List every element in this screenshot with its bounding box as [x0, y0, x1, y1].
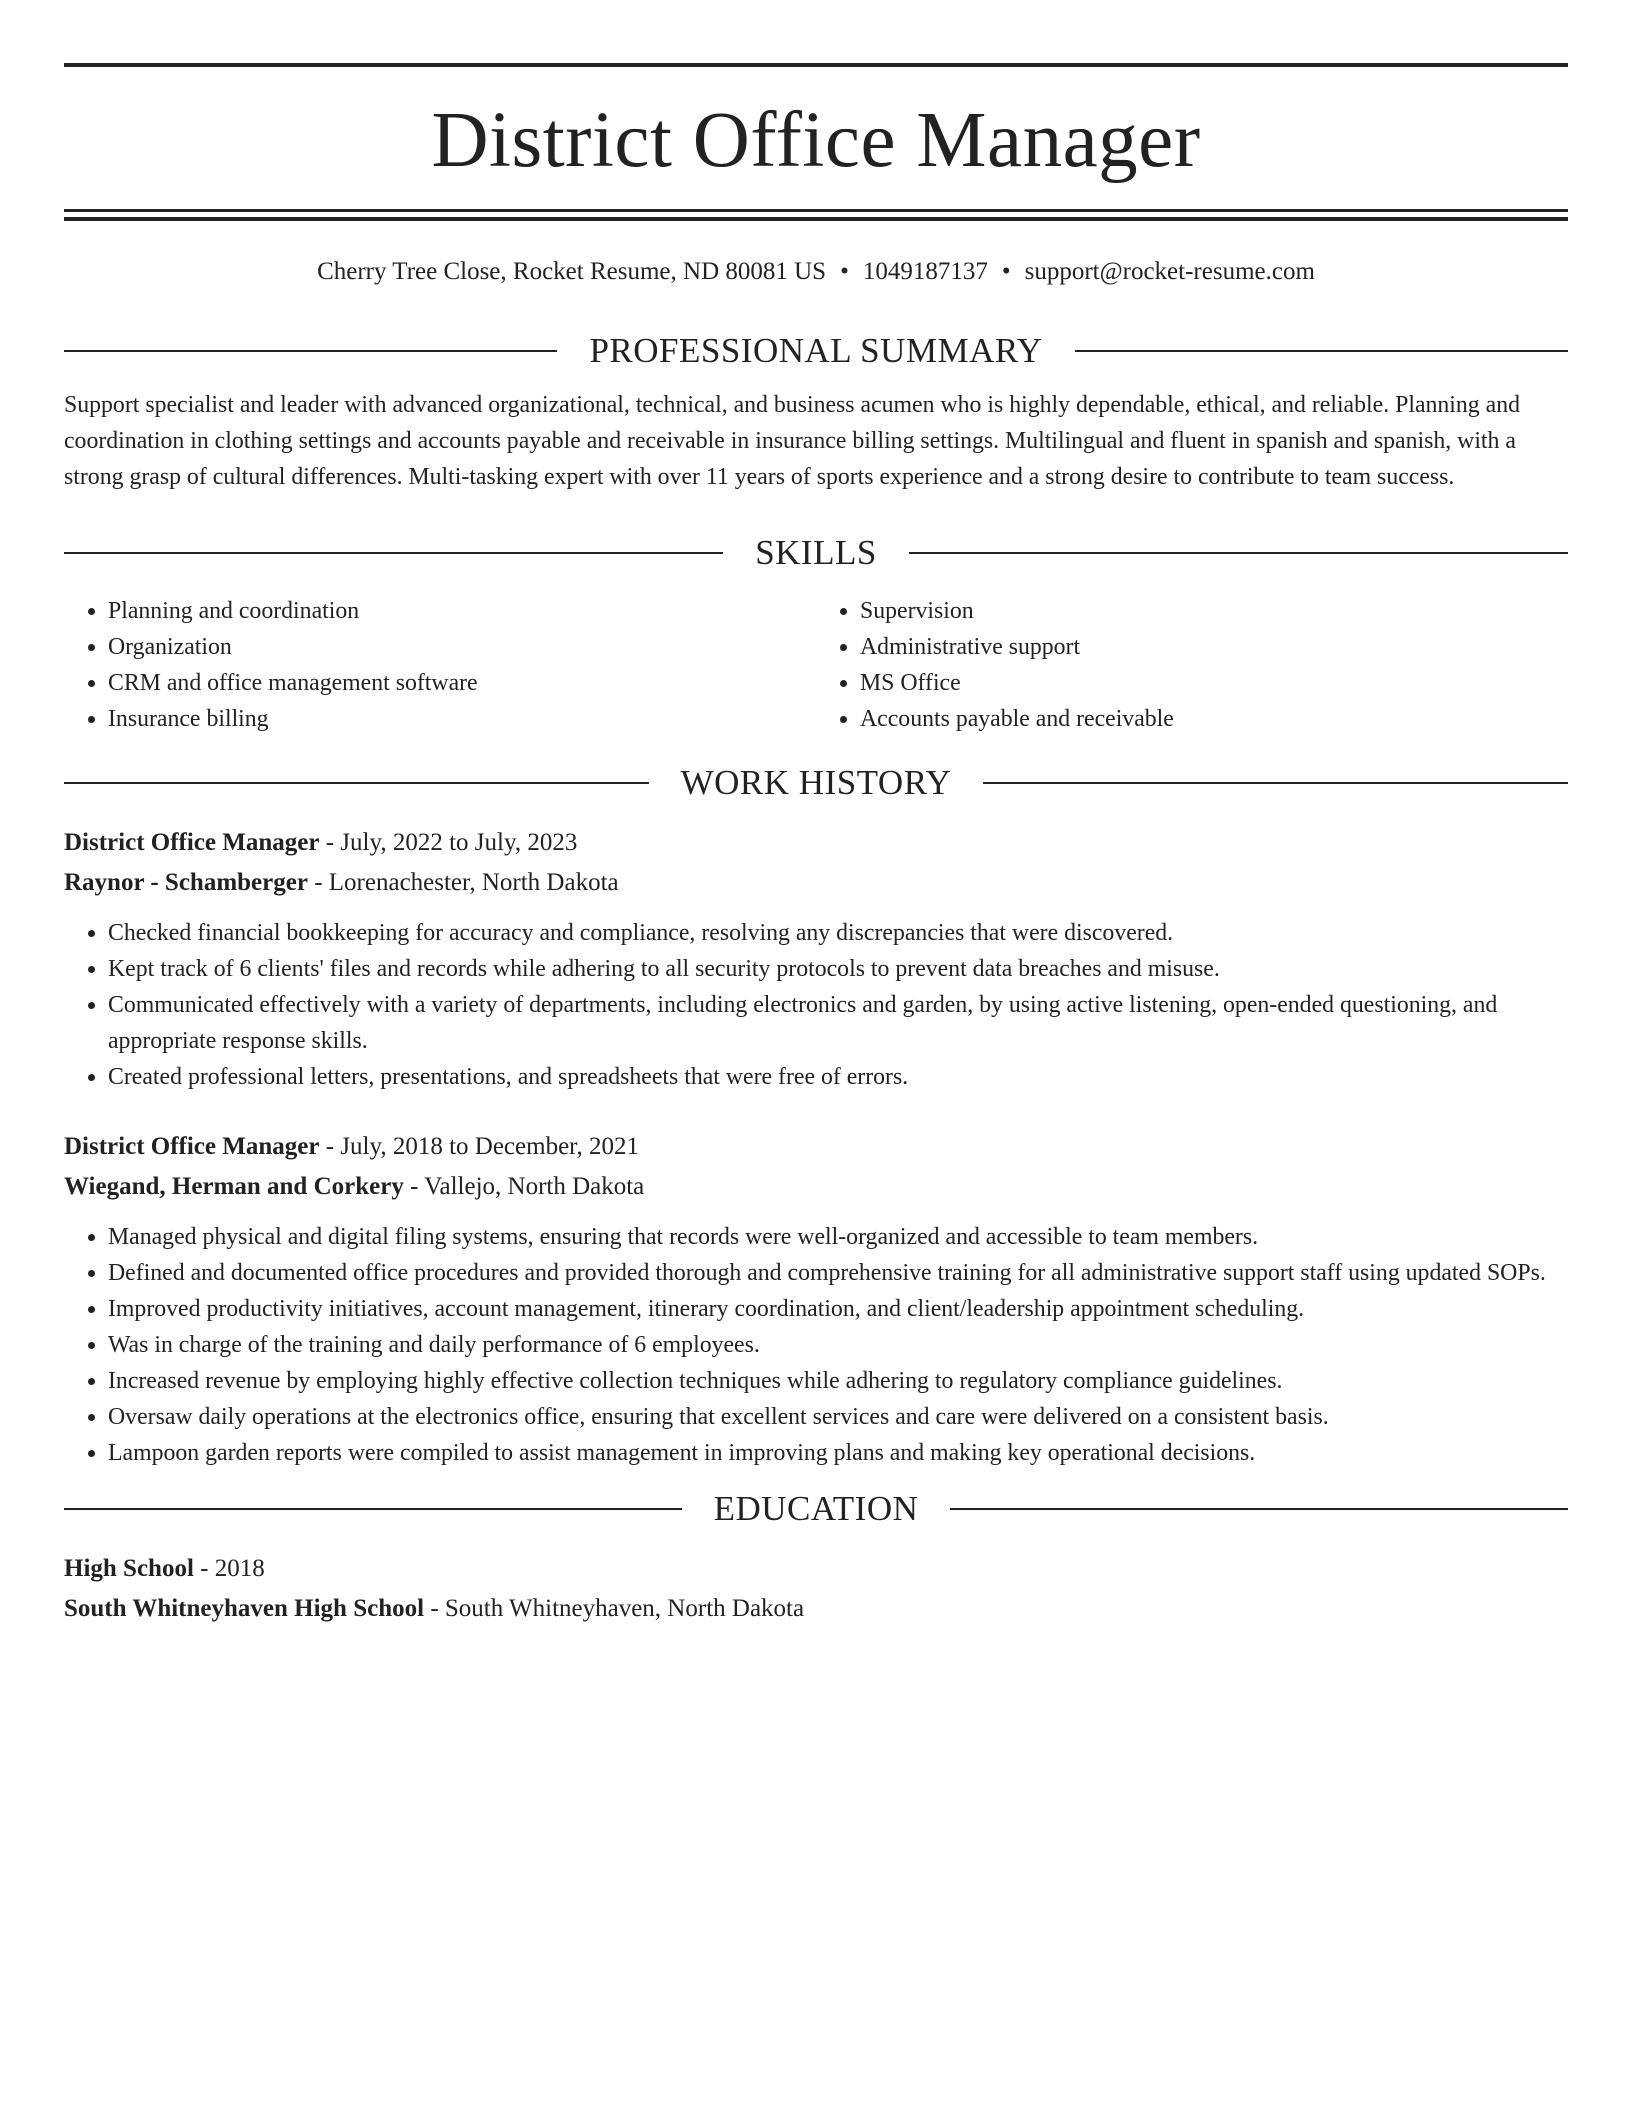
- skills-list: [64, 593, 1568, 737]
- work-section-header: [64, 763, 1568, 803]
- skill-item: • Planning and coordination: [108, 593, 816, 629]
- skills-column-right: [816, 593, 1568, 737]
- top-rule: [64, 63, 1568, 67]
- job-bullet: • Was in charge of the training and daily performance of 6 employees.: [108, 1327, 1568, 1363]
- contact-address: Cherry Tree Close, Rocket Resume, ND 80081 US: [317, 258, 827, 285]
- job-dates: - July, 2022 to July, 2023: [319, 829, 578, 856]
- skill-item: • CRM and office management software: [108, 665, 816, 701]
- job-title-line: [64, 823, 1568, 863]
- skills-column-left: [64, 593, 816, 737]
- job-company: Wiegand, Herman and Corkery: [64, 1173, 404, 1200]
- job-bullet: • Oversaw daily operations at the electronics office, ensuring that excellent services and care were delivered on a consistent basis.: [108, 1399, 1568, 1435]
- education-section-header: [64, 1489, 1568, 1529]
- contact-separator: •: [1001, 258, 1011, 285]
- job-bullet: • Managed physical and digital filing systems, ensuring that records were well-organized and accessible to team members.: [108, 1219, 1568, 1255]
- job-dates: - July, 2018 to December, 2021: [319, 1133, 639, 1160]
- job-company-line: [64, 1167, 1568, 1207]
- skill-item: • Administrative support: [860, 629, 1568, 665]
- job-title-line: [64, 1127, 1568, 1167]
- job-company-line: [64, 863, 1568, 903]
- job-location: - Vallejo, North Dakota: [403, 1173, 645, 1200]
- job-bullet: • Created professional letters, presentations, and spreadsheets that were free of errors.: [108, 1059, 1568, 1095]
- job-bullet: • Improved productivity initiatives, account management, itinerary coordination, and client/leadership appointment scheduling.: [108, 1291, 1568, 1327]
- section-rule-right: [1075, 350, 1568, 352]
- title-double-rule: [64, 209, 1568, 221]
- job-bullet: • Checked financial bookkeeping for accuracy and compliance, resolving any discrepancies that were discovered.: [108, 915, 1568, 951]
- section-rule-left: [64, 350, 557, 352]
- job-bullets: [64, 915, 1568, 1095]
- section-rule-left: [64, 552, 723, 554]
- education-degree-line: [64, 1549, 1568, 1589]
- job-entry: [64, 1127, 1568, 1471]
- contact-line: [64, 257, 1568, 287]
- skill-item: • Supervision: [860, 593, 1568, 629]
- work-heading: WORK HISTORY: [680, 763, 952, 802]
- education-degree: High School: [64, 1555, 194, 1582]
- education-year: - 2018: [193, 1555, 265, 1582]
- job-bullet: • Defined and documented office procedures and provided thorough and comprehensive training for all administrative support staff using updated SOPs.: [108, 1255, 1568, 1291]
- skill-item: • Organization: [108, 629, 816, 665]
- job-bullet: • Lampoon garden reports were compiled to assist management in improving plans and making key operational decisions.: [108, 1435, 1568, 1471]
- skill-item: • Insurance billing: [108, 701, 816, 737]
- page-title: District Office Manager: [431, 97, 1201, 184]
- summary-section-header: [64, 331, 1568, 371]
- contact-email: support@rocket-resume.com: [1024, 258, 1315, 285]
- section-rule-left: [64, 782, 649, 784]
- job-bullet: • Communicated effectively with a variety of departments, including electronics and garden, by using active listening, open-ended questioning, and appropriate response skills.: [108, 987, 1568, 1059]
- skill-item: • Accounts payable and receivable: [860, 701, 1568, 737]
- job-entry: [64, 823, 1568, 1095]
- summary-heading: PROFESSIONAL SUMMARY: [589, 331, 1043, 370]
- section-rule-right: [909, 552, 1568, 554]
- job-bullet: • Increased revenue by employing highly effective collection techniques while adhering to regulatory compliance guidelines.: [108, 1363, 1568, 1399]
- skills-section-header: [64, 533, 1568, 573]
- contact-phone: 1049187137: [862, 258, 988, 285]
- contact-separator: •: [840, 258, 849, 285]
- job-company: Raynor - Schamberger: [64, 869, 308, 896]
- section-rule-right: [950, 1508, 1568, 1510]
- skill-item: • MS Office: [860, 665, 1568, 701]
- job-title: District Office Manager: [64, 829, 320, 856]
- job-location: - Lorenachester, North Dakota: [307, 869, 619, 896]
- skills-heading: SKILLS: [755, 533, 877, 572]
- job-bullets: [64, 1219, 1568, 1471]
- job-title: District Office Manager: [64, 1133, 320, 1160]
- education-location: - South Whitneyhaven, North Dakota: [424, 1595, 805, 1622]
- section-rule-right: [983, 782, 1568, 784]
- education-school-line: [64, 1589, 1568, 1629]
- education-school: South Whitneyhaven High School: [64, 1595, 425, 1622]
- job-bullet: • Kept track of 6 clients' files and records while adhering to all security protocols to prevent data breaches and misuse.: [108, 951, 1568, 987]
- summary-text: Support specialist and leader with advanced organizational, technical, and business acumen who is highly dependable, ethical, and reliable. Planning and coordination in clothing settings and accounts payable and receivable in insurance billing settings. Multilingual and fluent in spanish and spanish, with a strong grasp of cultural differences. Multi-tasking expert with over 11 years of sports experience and a strong desire to contribute to team success.: [64, 392, 1521, 490]
- section-rule-left: [64, 1508, 682, 1510]
- education-entry: [64, 1549, 1568, 1629]
- education-heading: EDUCATION: [713, 1489, 919, 1528]
